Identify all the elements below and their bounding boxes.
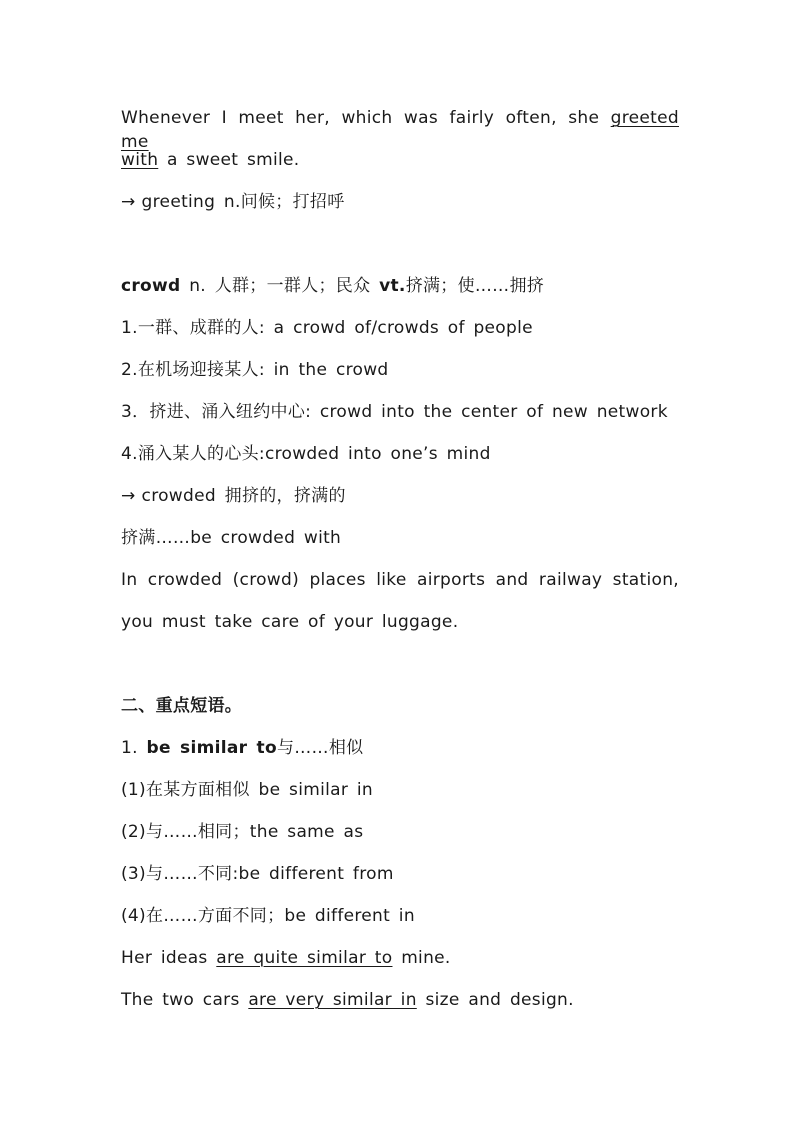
text: Whenever I meet her, which was fairly often, she bbox=[121, 108, 611, 128]
phrase-headword: be similar to bbox=[146, 738, 277, 758]
sub-item-1: (1)在某方面相似 be similar in bbox=[121, 780, 373, 800]
item-number: 1. bbox=[121, 738, 147, 758]
arrow-icon: → bbox=[121, 192, 136, 212]
text: size and design. bbox=[416, 990, 574, 1010]
example-sentence-greet-line2 bbox=[121, 148, 299, 172]
definition-noun: n. 人群；一群人；民众 bbox=[180, 276, 380, 296]
text: Her ideas bbox=[121, 948, 217, 968]
example-sentence-crowded-line2: you must take care of your luggage. bbox=[121, 612, 459, 632]
phrase-be-crowded-with: 挤满……be crowded with bbox=[121, 528, 342, 548]
usage-item-2: 2.在机场迎接某人: in the crowd bbox=[121, 360, 389, 380]
text: a sweet smile. bbox=[158, 150, 300, 170]
pos-vt: vt. bbox=[379, 276, 406, 296]
arrow-icon: → bbox=[121, 486, 136, 506]
definition-verb: 挤满；使……拥挤 bbox=[405, 276, 545, 296]
underlined-phrase: are very similar in bbox=[248, 990, 417, 1010]
example-sentence-crowded-line1: In crowded (crowd) places like airports and railway station, bbox=[121, 570, 679, 590]
phrase-meaning: 与……相似 bbox=[276, 738, 364, 758]
text: The two cars bbox=[121, 990, 249, 1010]
example-sentence-similar-2 bbox=[121, 988, 574, 1012]
derivative-crowded bbox=[121, 484, 346, 508]
text: mine. bbox=[392, 948, 451, 968]
text: greeting n.问候；打招呼 bbox=[141, 192, 345, 212]
example-sentence-similar-1 bbox=[121, 946, 451, 970]
underlined-phrase: with bbox=[121, 150, 159, 170]
usage-item-1: 1.一群、成群的人: a crowd of/crowds of people bbox=[121, 318, 533, 338]
sub-item-4: (4)在……方面不同；be different in bbox=[121, 906, 415, 926]
underlined-phrase: greeted me bbox=[121, 108, 679, 152]
usage-item-3: 3．挤进、涌入纽约中心: crowd into the center of new network bbox=[121, 402, 668, 422]
section-title: 二、重点短语。 bbox=[121, 696, 243, 716]
sub-item-3: (3)与……不同:be different from bbox=[121, 864, 394, 884]
derivative-greeting bbox=[121, 190, 345, 214]
phrase-entry-1 bbox=[121, 736, 363, 760]
sub-item-2: (2)与……相同；the same as bbox=[121, 822, 364, 842]
text: crowded 拥挤的，挤满的 bbox=[141, 486, 346, 506]
headword: crowd bbox=[121, 276, 181, 296]
usage-item-4: 4.涌入某人的心头:crowded into one’s mind bbox=[121, 444, 491, 464]
underlined-phrase: are quite similar to bbox=[216, 948, 393, 968]
vocab-entry-crowd bbox=[121, 274, 544, 298]
example-sentence-greet-line1 bbox=[121, 106, 679, 154]
